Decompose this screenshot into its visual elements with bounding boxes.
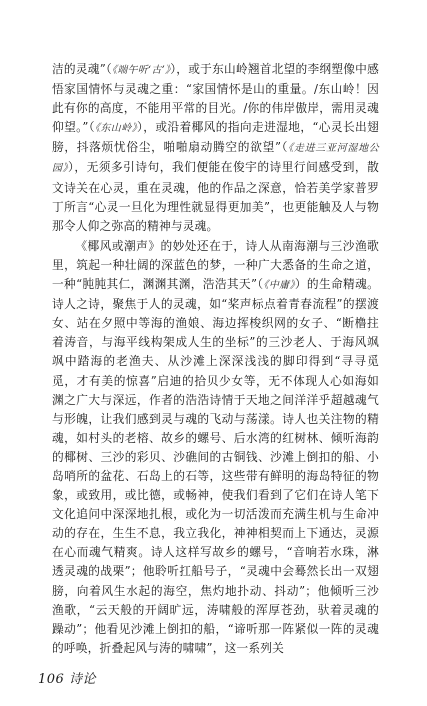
paragraph-1 — [52, 60, 379, 236]
paragraph-2 — [52, 237, 379, 658]
text-run: ）的生命精魂。诗人之诗，聚焦于人的灵魂，如“桨声标点着青春流程”的摆渡女、站在夕照中等海的渔娘、海边挥梭织网的女子、“断橹拄着涛音，与海平线构架成人生的坐标”的三沙老人、于海风飒飒中踏海的老渔夫、从沙滩上深深浅浅的脚印得到“寻寻觅觅，才有美的惊喜”启迪的拾贝少女等，无不体现人心如海如渊之广大与深远，作者的浩浩诗情于天地之间洋洋乎超越魂气与形魄，让我们感到灵与魂的飞动与荡漾。诗人也关注物的精魂，如村头的老榕、故乡的螺号、后水湾的红树林、倾听海韵的椰树、三沙的彩贝、沙礁间的古铜钱、沙滩上倒扣的船、小岛哨所的盆花、石岛上的石等，这些带有鲜明的海岛特征的物象，或致用，或比德，或畅神，使我们看到了它们在诗人笔下文化追问中深深地扎根，或化为一切活泼而充满生机与生命冲动的存在，生生不息，我立我化，神神相契而上下通达，灵源在心而魂气精爽。诗人这样写故乡的螺号，“音响若水珠，淋透灵魂的战栗”；他聆听扛船号子，“灵魂中会蓦然长出一双翅膀，向着风生水起的海空，焦灼地扑动、抖动”；他倾听三沙渔歌，“云天般的开阔旷远，涛啸般的浑厚苍劲，驮着灵魂的躁动”；他看见沙滩上倒扣的船，“谛听那一阵紧似一阵的灵魂的呼唤，折叠起风与涛的啸啸”，这一系列关 — [52, 277, 379, 655]
article-body — [52, 60, 379, 658]
citation-title: 《端午听‘古’》 — [111, 65, 171, 76]
citation-title: 《走进三亚河湿地公园》 — [52, 143, 379, 175]
citation-title: 《中庸》 — [263, 280, 295, 292]
citation-title: 《东山岭》 — [95, 123, 137, 135]
page-footer: 106 诗论 — [38, 672, 96, 687]
text-run: 《椰风或潮声》的妙处还在于，诗人从南海潮与三沙渔歌里，筑起一种壮阔的深蓝色的梦，一种广大悉备的生命之道，一种“肫肫其仁，渊渊其渊，浩浩其天”（ — [52, 238, 379, 292]
text-run: ），或沿着椰风的指向走进湿地，“心灵长出翅膀，抖落烦忧俗尘，啪啪扇动腾空的欲望”（ — [52, 120, 380, 155]
text-run: ），或于东山岭翘首北望的李纲塑像中感悟家国情怀与灵魂之重：“家国情怀是山的重量。/东山岭！因此有你的高度，不能用平常的目光。/你的伟岸傲岸，需用灵魂仰望。”（ — [52, 62, 379, 135]
text-run: ），无须多引诗句，我们便能在俊宇的诗里行间感受到，散文诗关在心灵，重在灵魂，他的作品之深意，恰若美学家普罗丁所言“心灵一旦化为理性就显得更加美”，也更能触及人与物那令人仰之弥高的精神与灵魂。 — [52, 160, 379, 233]
text-run: 洁的灵魂”（ — [52, 62, 112, 76]
